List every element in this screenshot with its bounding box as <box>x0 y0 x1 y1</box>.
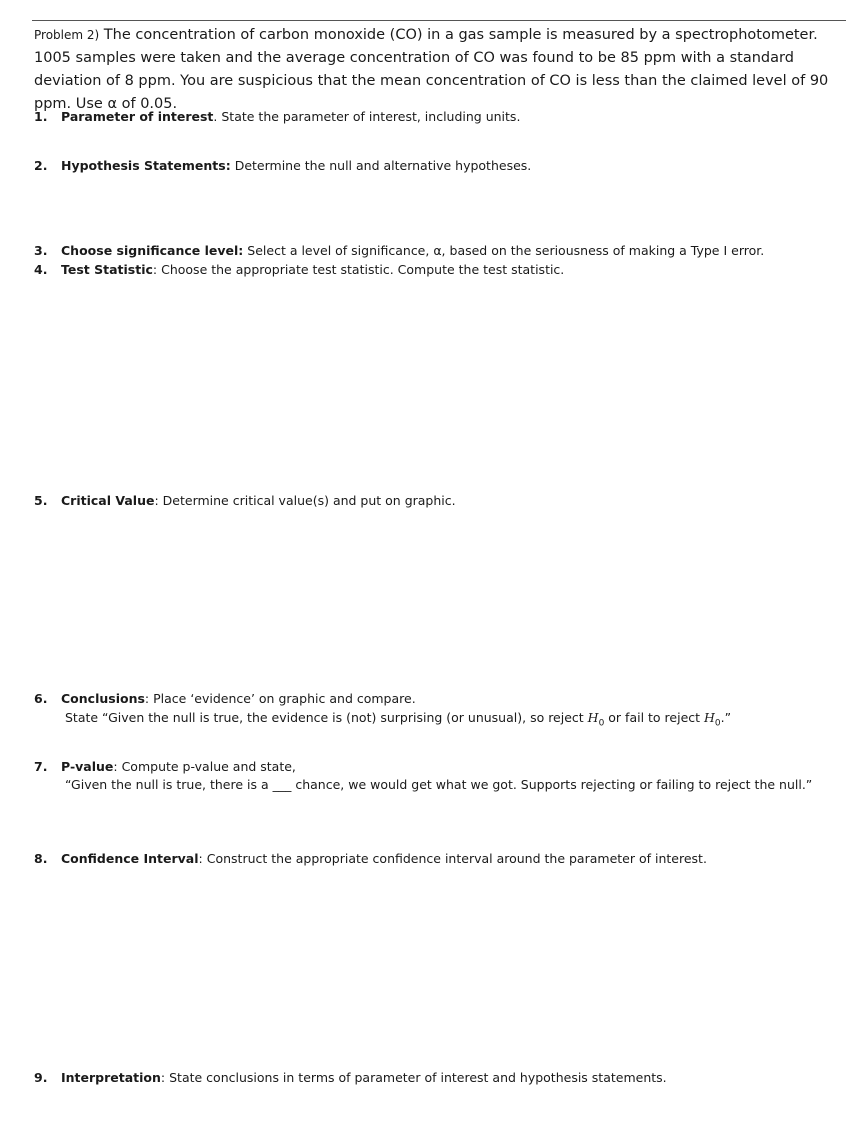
step-number: 2. <box>34 158 48 173</box>
h-symbol: H <box>587 710 599 725</box>
step-text: Determine the null and alternative hypotheses. <box>234 158 532 173</box>
step-separator: . <box>213 109 218 124</box>
step-label: Hypothesis Statements: <box>61 158 231 173</box>
step-text: Choose the appropriate test statistic. Compute the test statistic. <box>161 262 565 277</box>
step-number: 7. <box>34 759 48 774</box>
step-text: Select a level of significance, α, based on the seriousness of making a Type I error. <box>247 243 765 258</box>
step-label: Critical Value <box>61 493 155 508</box>
step-label: Choose significance level: <box>61 243 244 258</box>
step-separator: : <box>152 262 158 277</box>
step-5 <box>34 492 456 510</box>
statement-part: .” <box>720 710 732 725</box>
step-number: 3. <box>34 243 48 258</box>
problem-statement <box>34 24 844 116</box>
step-3 <box>34 242 764 260</box>
step-text: Determine critical value(s) and put on graphic. <box>162 493 456 508</box>
step-number: 5. <box>34 493 48 508</box>
step-number: 6. <box>34 691 48 706</box>
step-9 <box>34 1069 667 1087</box>
h-subscript: 0 <box>714 718 721 729</box>
problem-label: Problem 2) <box>34 28 100 42</box>
step-text: Compute p-value and state, <box>121 759 296 774</box>
h-symbol: H <box>704 710 715 725</box>
step-6-statement <box>65 709 731 733</box>
step-number: 1. <box>34 109 48 124</box>
step-7-statement: “Given the null is true, there is a ___ chance, we would get what we got. Supports rejecting or failing to reject the null.” <box>65 777 813 792</box>
statement-part: State “Given the null is true, the evidence is (not) surprising (or unusual), so reject <box>65 710 588 725</box>
h-subscript: 0 <box>598 718 605 729</box>
step-separator: : <box>144 691 150 706</box>
step-number: 9. <box>34 1070 48 1085</box>
step-separator: : <box>113 759 118 774</box>
step-text: State conclusions in terms of parameter of interest and hypothesis statements. <box>169 1070 667 1085</box>
step-2 <box>34 157 531 175</box>
step-8 <box>34 850 707 868</box>
step-text: State the parameter of interest, including units. <box>221 109 521 124</box>
step-label: Parameter of interest <box>61 109 214 124</box>
step-label: P-value <box>61 759 114 774</box>
step-label: Conclusions <box>61 691 145 706</box>
problem-text: The concentration of carbon monoxide (CO) in a gas sample is measured by a spectrophotometer. 1005 samples were taken and the average concentration of CO was found to be 85 ppm with a standard deviation of 8 ppm. You are suspicious that the mean concentration of CO is less than the claimed level of 90 ppm. Use α of 0.05. <box>34 27 829 112</box>
step-separator: : <box>160 1070 166 1085</box>
step-label: Interpretation <box>61 1070 161 1085</box>
step-label: Test Statistic <box>61 262 153 277</box>
step-number: 8. <box>34 851 48 866</box>
step-label: Confidence Interval <box>61 851 199 866</box>
step-4 <box>34 261 564 279</box>
statement-part: or fail to reject <box>604 710 705 725</box>
step-separator: : <box>198 851 203 866</box>
step-6 <box>34 690 416 708</box>
step-1 <box>34 108 520 126</box>
top-rule <box>32 20 846 21</box>
step-separator: : <box>154 493 159 508</box>
step-7 <box>34 758 296 776</box>
step-text: Construct the appropriate confidence interval around the parameter of interest. <box>206 851 707 866</box>
step-text: Place ‘evidence’ on graphic and compare. <box>153 691 416 706</box>
step-number: 4. <box>34 262 48 277</box>
